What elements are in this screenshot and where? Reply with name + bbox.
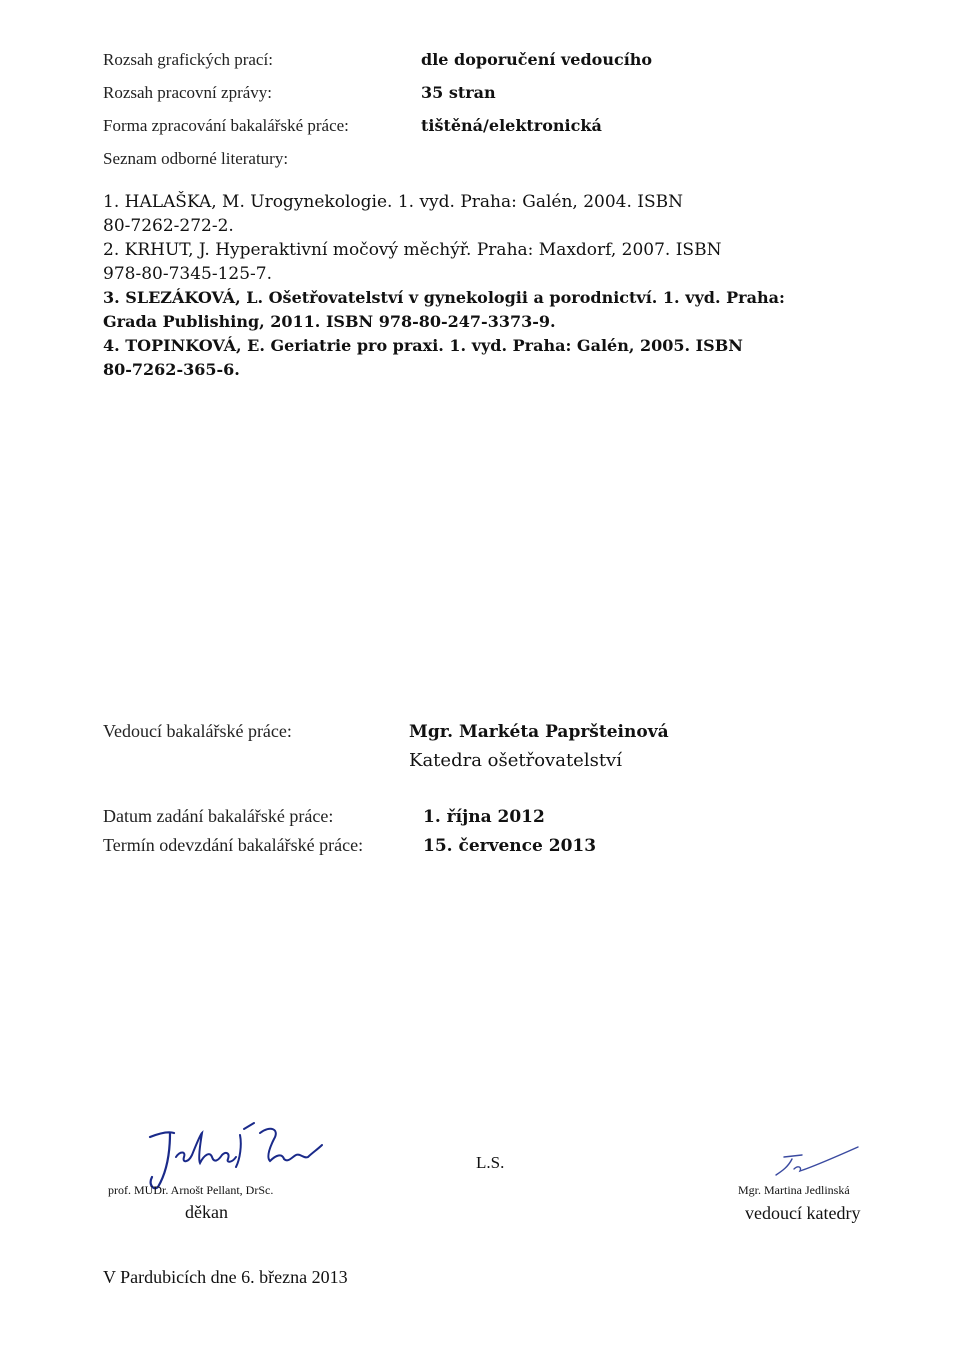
literature-line: 80-7262-272-2. <box>103 216 234 236</box>
due-row <box>103 835 596 856</box>
dean-role: děkan <box>185 1202 228 1222</box>
assigned-row <box>103 806 545 827</box>
meta-label: Rozsah grafických prací: <box>103 50 273 69</box>
literature-line: 4. TOPINKOVÁ, E. Geriatrie pro praxi. 1. vyd. Praha: Galén, 2005. ISBN <box>103 336 743 355</box>
seal-label: L.S. <box>476 1153 505 1172</box>
meta-label: Forma zpracování bakalářské práce: <box>103 116 349 135</box>
meta-row-graphic <box>103 50 652 70</box>
supervisor-label: Vedoucí bakalářské práce: <box>103 721 292 741</box>
meta-value: tištěná/elektronická <box>421 116 602 135</box>
head-name: Mgr. Martina Jedlinská <box>738 1183 850 1197</box>
dean-signature <box>140 1115 360 1190</box>
dean-name: prof. MUDr. Arnošt Pellant, DrSc. <box>108 1183 274 1197</box>
meta-label: Rozsah pracovní zprávy: <box>103 83 272 102</box>
literature-heading: Seznam odborné literatury: <box>103 149 289 168</box>
literature-line: Grada Publishing, 2011. ISBN 978-80-247-3373-9. <box>103 312 556 331</box>
supervisor-department: Katedra ošetřovatelství <box>409 750 622 771</box>
literature-line: 80-7262-365-6. <box>103 360 240 379</box>
supervisor-name: Mgr. Markéta Papršteinová <box>409 722 669 742</box>
head-role: vedoucí katedry <box>745 1203 861 1223</box>
literature-line: 978-80-7345-125-7. <box>103 264 272 284</box>
place-date: V Pardubicích dne 6. března 2013 <box>103 1267 348 1287</box>
due-label: Termín odevzdání bakalářské práce: <box>103 835 364 855</box>
literature-line: 2. KRHUT, J. Hyperaktivní močový měchýř. Praha: Maxdorf, 2007. ISBN <box>103 240 722 260</box>
assigned-label: Datum zadání bakalářské práce: <box>103 806 334 826</box>
meta-value: 35 stran <box>421 83 496 102</box>
assigned-value: 1. října 2012 <box>423 807 545 827</box>
literature-line: 1. HALAŠKA, M. Urogynekologie. 1. vyd. Praha: Galén, 2004. ISBN <box>103 192 684 212</box>
literature-line: 3. SLEZÁKOVÁ, L. Ošetřovatelství v gynekologii a porodnictví. 1. vyd. Praha: <box>103 288 785 307</box>
meta-row-literature <box>103 149 421 169</box>
due-value: 15. července 2013 <box>423 836 597 856</box>
meta-row-report <box>103 83 496 103</box>
meta-value: dle doporučení vedoucího <box>421 50 653 69</box>
meta-row-form <box>103 116 602 136</box>
supervisor-row <box>103 721 669 742</box>
